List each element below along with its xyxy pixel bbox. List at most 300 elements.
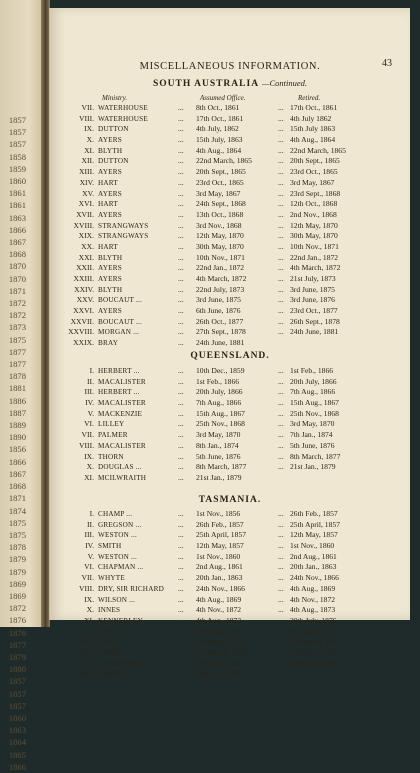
ministry-row <box>50 462 410 473</box>
ministry-premier: HART <box>98 178 118 187</box>
facing-page-year: 1879 <box>8 566 26 577</box>
leader-dots: ... <box>178 103 184 112</box>
facing-page-year: 1871 <box>8 285 26 296</box>
ministry-row <box>50 221 410 232</box>
ministry-row <box>50 317 410 328</box>
facing-page-year: 1872 <box>8 310 26 321</box>
leader-dots: ... <box>278 519 284 529</box>
ministry-number: I. <box>89 509 94 518</box>
ministry-premier: FYSH <box>98 638 118 647</box>
ministry-number: VIII. <box>79 113 94 123</box>
ministry-number: XVI. <box>78 199 94 209</box>
ministry-number: XI. <box>84 472 94 482</box>
leader-dots: ... <box>278 387 284 397</box>
assumed-office-date: 15th Aug., 1867 <box>196 408 245 418</box>
ministry-premier: THORN <box>98 452 124 461</box>
facing-page-year: 1866 <box>8 761 26 772</box>
leader-dots: ... <box>278 647 284 657</box>
leader-dots: ... <box>178 316 184 326</box>
ministry-number: XIX. <box>78 231 94 241</box>
retired-date: 26th Sept., 1878 <box>290 316 340 326</box>
assumed-office-date: 7th Aug., 1866 <box>196 398 242 408</box>
facing-page-year: 1857 <box>8 700 26 711</box>
retired-date: 12th May, 1857 <box>290 530 338 540</box>
facing-page-year: 1889 <box>8 420 26 431</box>
leader-dots: ... <box>278 124 284 134</box>
ministry-number: VI. <box>84 419 94 429</box>
ministry-row <box>50 409 410 420</box>
assumed-office-date: 4th Aug., 1869 <box>196 594 242 604</box>
ministry-row <box>50 146 410 157</box>
assumed-office-date: 3rd June, 1875 <box>196 295 241 305</box>
retired-date: 23rd Oct., 1877 <box>290 306 338 316</box>
ministry-row <box>50 242 410 253</box>
facing-page-year: 1859 <box>8 163 26 174</box>
column-header-assumed: Assumed Office. <box>200 94 246 102</box>
ministry-row <box>50 441 410 452</box>
leader-dots: ... <box>178 306 184 316</box>
ministry-number: IX. <box>84 594 94 604</box>
facing-page-year: 1875 <box>8 529 26 540</box>
ministry-number: V. <box>87 408 94 418</box>
retired-date: 23rd Sept., 1868 <box>290 188 341 198</box>
ministry-premier: AYERS <box>98 210 122 219</box>
assumed-office-date: 5th June, 1876 <box>196 451 241 461</box>
ministry-table-south-australia <box>50 103 410 349</box>
ministry-number: XVII. <box>76 209 94 219</box>
leader-dots: ... <box>178 509 184 518</box>
ministry-row <box>50 605 410 616</box>
ministry-row <box>50 178 410 189</box>
leader-dots: ... <box>178 430 184 440</box>
ministry-row <box>50 167 410 178</box>
leader-dots: ... <box>278 551 284 561</box>
ministry-number: I. <box>89 366 94 375</box>
leader-dots: ... <box>278 408 284 418</box>
ministry-premier: STRANGWAYS <box>98 221 149 230</box>
ministry-number: VI. <box>84 562 94 572</box>
ministry-number: VII. <box>81 103 94 112</box>
leader-dots: ... <box>278 583 284 593</box>
assumed-office-date: 24th Sept., 1868 <box>196 199 246 209</box>
leader-dots: ... <box>178 451 184 461</box>
ministry-number: XXVIII. <box>68 327 94 337</box>
assumed-office-date: 31st Oct., 1879 <box>196 669 243 679</box>
leader-dots: ... <box>178 263 184 273</box>
ministry-number: XII. <box>81 156 94 166</box>
retired-date: 4th Aug., 1869 <box>290 583 336 593</box>
assumed-office-date: 25th April, 1857 <box>196 530 246 540</box>
facing-page-year: 1867 <box>8 468 26 479</box>
ministry-row <box>50 419 410 430</box>
leader-dots: ... <box>178 462 184 472</box>
ministry-premier: WATERHOUSE <box>98 104 148 112</box>
ministry-premier: BLYTH <box>98 146 123 155</box>
ministry-number: XXIV. <box>74 284 94 294</box>
facing-page-year: 1869 <box>8 590 26 601</box>
facing-page-year: 1857 <box>8 676 26 687</box>
assumed-office-date: 3rd May, 1870 <box>196 430 241 440</box>
assumed-office-date: 4th Aug., 1864 <box>196 145 242 155</box>
leader-dots: ... <box>178 519 184 529</box>
leader-dots: ... <box>278 220 284 230</box>
facing-page-year: 1880 <box>8 664 26 675</box>
ministry-row <box>50 377 410 388</box>
leader-dots: ... <box>278 263 284 273</box>
retired-date: 17th Oct., 1861 <box>290 103 338 112</box>
assumed-office-date: 1st Nov., 1856 <box>196 509 241 518</box>
facing-page-year: 1890 <box>8 432 26 443</box>
ministry-row <box>50 430 410 441</box>
leader-dots: ... <box>178 156 184 166</box>
leader-dots: ... <box>178 562 184 572</box>
retired-date: 3rd May, 1870 <box>290 419 335 429</box>
ministry-premier: DOUGLAS ... <box>98 463 142 472</box>
page-title: MISCELLANEOUS INFORMATION. <box>139 61 321 72</box>
ministry-row <box>50 285 410 296</box>
ministry-row <box>50 210 410 221</box>
retired-date: 7th Jan., 1874 <box>290 430 333 440</box>
ministry-row <box>50 627 410 638</box>
ministry-row <box>50 659 410 670</box>
assumed-office-date: 26th Oct., 1877 <box>196 316 244 326</box>
retired-date: 20th Jan., 1863 <box>290 562 337 572</box>
facing-page-years <box>0 114 26 773</box>
leader-dots: ... <box>278 199 284 209</box>
ministry-number: XVIII. <box>73 220 94 230</box>
facing-page-year: 1879 <box>8 554 26 565</box>
leader-dots: ... <box>278 145 284 155</box>
ministry-premier: AYERS <box>98 168 122 177</box>
ministry-premier: HERBERT ... <box>98 388 140 397</box>
retired-date: 10th Nov., 1871 <box>290 241 339 251</box>
leader-dots: ... <box>178 551 184 561</box>
assumed-office-date: 1st Nov., 1860 <box>196 551 241 561</box>
facing-page-year: 1867 <box>8 237 26 248</box>
leader-dots: ... <box>278 241 284 251</box>
leader-dots: ... <box>178 135 184 145</box>
retired-date: 20th Dec., 1878 <box>290 647 339 657</box>
section-title-south-australia <box>50 78 410 89</box>
leader-dots: ... <box>278 615 284 625</box>
assumed-office-date: 6th June, 1876 <box>196 306 241 316</box>
facing-page-year: 1857 <box>8 139 26 150</box>
leader-dots: ... <box>278 562 284 572</box>
assumed-office-date: 24th June, 1881 <box>196 338 245 348</box>
retired-date: 20th Sept., 1865 <box>290 156 340 166</box>
leader-dots: ... <box>278 626 284 636</box>
leader-dots: ... <box>278 440 284 450</box>
leader-dots: ... <box>178 472 184 482</box>
ministry-premier: WESTON ... <box>98 552 138 561</box>
ministry-row <box>50 263 410 274</box>
ministry-row <box>50 156 410 167</box>
ministry-table-queensland <box>50 366 410 484</box>
retired-date: 5th June, 1876 <box>290 440 335 450</box>
facing-page-year: 1877 <box>8 639 26 650</box>
facing-page-year: 1866 <box>8 224 26 235</box>
facing-page-year: 1870 <box>8 273 26 284</box>
leader-dots: ... <box>178 615 184 625</box>
ministry-number: X. <box>86 462 94 472</box>
leader-dots: ... <box>278 156 284 166</box>
ministry-premier: BOUCAUT ... <box>98 317 142 326</box>
ministry-premier: HERBERT ... <box>98 367 140 375</box>
leader-dots: ... <box>278 306 284 316</box>
ministry-premier: DUTTON <box>98 125 129 134</box>
leader-dots: ... <box>178 530 184 540</box>
facing-page-year: 1876 <box>8 627 26 638</box>
assumed-office-date: 1st Feb., 1866 <box>196 376 240 386</box>
facing-page-year: 1874 <box>8 505 26 516</box>
ministry-premier: BLYTH <box>98 285 123 294</box>
assumed-office-date: 10th Nov., 1871 <box>196 252 245 262</box>
ministry-number: IV. <box>85 398 94 408</box>
ministry-premier: MCILWRAITH <box>98 473 147 482</box>
facing-page-year: 1873 <box>8 322 26 333</box>
ministry-premier: SMITH <box>98 542 122 551</box>
retired-date: 25th Nov., 1868 <box>290 408 339 418</box>
ministry-number: XXVII. <box>70 316 94 326</box>
leader-dots: ... <box>178 231 184 241</box>
assumed-office-date: 25th Nov., 1868 <box>196 419 245 429</box>
retired-date: 7th Aug., 1866 <box>290 387 336 397</box>
assumed-office-date: 26th Feb., 1857 <box>196 519 244 529</box>
ministry-premier: BOUCAUT ... <box>98 296 142 305</box>
assumed-office-date: 10th Dec., 1859 <box>196 366 245 375</box>
retired-date: 5th March, 1878 <box>290 637 341 647</box>
retired-date: 15th July 1863 <box>290 124 336 134</box>
retired-date: 2nd Nov., 1868 <box>290 209 337 219</box>
facing-page-year: 1861 <box>8 188 26 199</box>
facing-page-year: 1872 <box>8 603 26 614</box>
facing-page-year: 1875 <box>8 517 26 528</box>
leader-dots: ... <box>278 103 284 112</box>
facing-page-year: 1856 <box>8 444 26 455</box>
ministry-premier: AYERS <box>98 189 122 198</box>
ministry-row <box>50 584 410 595</box>
assumed-office-date: 23rd Oct., 1865 <box>196 177 244 187</box>
leader-dots: ... <box>278 188 284 198</box>
ministry-row <box>50 387 410 398</box>
ministry-number: XXIII. <box>73 274 94 283</box>
facing-page-year: 1863 <box>8 212 26 223</box>
leader-dots: ... <box>278 316 284 326</box>
leader-dots: ... <box>278 637 284 647</box>
ministry-row <box>50 338 410 349</box>
book-page <box>49 8 410 679</box>
ministry-row <box>50 274 410 285</box>
ministry-table-tasmania <box>50 509 410 680</box>
leader-dots: ... <box>178 220 184 230</box>
leader-dots: ... <box>278 451 284 461</box>
ministry-premier: STRANGWAYS <box>98 232 149 241</box>
leader-dots: ... <box>178 209 184 219</box>
ministry-number: XXII. <box>76 263 94 273</box>
ministry-premier: HART <box>98 200 118 209</box>
retired-date: 24th June, 1881 <box>290 327 339 337</box>
ministry-number: XII. <box>81 626 94 636</box>
facing-page-year: 1863 <box>8 725 26 736</box>
facing-page-year: 1887 <box>8 407 26 418</box>
assumed-office-date: 8th Oct., 1861 <box>196 103 240 112</box>
retired-date: 12th May, 1870 <box>290 220 338 230</box>
assumed-office-date: 2nd Aug., 1861 <box>196 562 243 572</box>
assumed-office-date: 5th March, 1878 <box>196 647 247 657</box>
retired-date: 4th Nov., 1872 <box>290 594 336 604</box>
assumed-office-date: 22nd Jan., 1872 <box>196 263 245 273</box>
assumed-office-date: 20th Dec., 1878 <box>196 658 245 668</box>
ministry-row <box>50 530 410 541</box>
ministry-premier: BRAY <box>98 339 119 348</box>
ministry-premier: LILLEY <box>98 420 125 429</box>
leader-dots: ... <box>278 295 284 305</box>
ministry-number: IX. <box>84 124 94 134</box>
ministry-premier: CHAPMAN ... <box>98 563 144 572</box>
leader-dots: ... <box>178 541 184 551</box>
leader-dots: ... <box>178 594 184 604</box>
assumed-office-date: 21st Jan., 1879 <box>196 472 242 482</box>
ministry-number: IX. <box>84 451 94 461</box>
retired-date: 4th July 1862 <box>290 113 332 123</box>
ministry-premier: GREGSON ... <box>98 520 142 529</box>
leader-dots: ... <box>178 188 184 198</box>
facing-page-year: 1878 <box>8 371 26 382</box>
leader-dots: ... <box>178 327 184 337</box>
facing-page-year: 1858 <box>8 151 26 162</box>
retired-date: 4th Aug., 1873 <box>290 605 336 615</box>
ministry-number: XXI. <box>78 252 94 262</box>
assumed-office-date: 24th Nov., 1866 <box>196 583 245 593</box>
leader-dots: ... <box>278 376 284 386</box>
ministry-number: III. <box>84 530 94 540</box>
leader-dots: ... <box>278 594 284 604</box>
section-title-queensland: QUEENSLAND. <box>190 351 270 361</box>
leader-dots: ... <box>178 658 184 668</box>
leader-dots: ... <box>278 419 284 429</box>
leader-dots: ... <box>178 284 184 294</box>
facing-page-year: 1875 <box>8 334 26 345</box>
retired-date: 25th April, 1857 <box>290 519 340 529</box>
column-header-retired: Retired. <box>298 94 321 102</box>
ministry-number: XV. <box>82 658 94 668</box>
ministry-row <box>50 295 410 306</box>
ministry-row <box>50 366 410 377</box>
ministry-row <box>50 473 410 484</box>
ministry-premier: MACALISTER <box>98 441 146 450</box>
ministry-number: VIII. <box>79 440 94 450</box>
assumed-office-date: 22nd March, 1865 <box>196 156 252 166</box>
ministry-number: II. <box>87 519 94 529</box>
leader-dots: ... <box>278 462 284 472</box>
leader-dots: ... <box>278 509 284 518</box>
ministry-row <box>50 562 410 573</box>
ministry-row <box>50 253 410 264</box>
ministry-row <box>50 520 410 531</box>
assumed-office-date: 4th July, 1862 <box>196 124 239 134</box>
leader-dots: ... <box>178 669 184 679</box>
ministry-premier: AYERS <box>98 264 122 273</box>
retired-date: 3rd June, 1875 <box>290 284 335 294</box>
ministry-premier: DUTTON <box>98 157 129 166</box>
ministry-premier: WESTON ... <box>98 531 138 540</box>
assumed-office-date: 30th May, 1870 <box>196 241 244 251</box>
ministry-premier: MACALISTER <box>98 399 146 408</box>
ministry-number: XI. <box>84 145 94 155</box>
ministry-premier: INNES <box>98 606 121 615</box>
facing-page-year: 1881 <box>8 383 26 394</box>
retired-date: 20th July, 1876 <box>290 615 337 625</box>
assumed-office-date: 8th March, 1877 <box>196 462 247 472</box>
leader-dots: ... <box>178 241 184 251</box>
assumed-office-date: 12th May, 1870 <box>196 231 244 241</box>
ministry-premier: GIBLIN ... <box>98 648 132 657</box>
ministry-number: XXIX. <box>73 338 94 348</box>
assumed-office-date: 3rd May, 1867 <box>196 188 241 198</box>
leader-dots: ... <box>178 637 184 647</box>
ministry-premier: HART <box>98 242 118 251</box>
retired-date: 26th Feb., 1857 <box>290 509 338 518</box>
ministry-premier: WHYTE <box>98 574 125 583</box>
retired-date: 1st Feb., 1866 <box>290 366 334 375</box>
assumed-office-date: 9th Aug., 1877 <box>196 637 242 647</box>
ministry-premier: BLYTH <box>98 253 123 262</box>
ministry-row <box>50 648 410 659</box>
ministry-premier: AYERS <box>98 307 122 316</box>
facing-page-year: 1857 <box>8 115 26 125</box>
leader-dots: ... <box>178 177 184 187</box>
facing-page-year: 1866 <box>8 456 26 467</box>
assumed-office-date: 12th May, 1857 <box>196 541 244 551</box>
ministry-row <box>50 327 410 338</box>
ministry-number: X. <box>86 135 94 145</box>
leader-dots: ... <box>278 252 284 262</box>
leader-dots: ... <box>178 398 184 408</box>
facing-page-year: 1877 <box>8 359 26 370</box>
assumed-office-date: 13th Oct., 1868 <box>196 209 244 219</box>
leader-dots: ... <box>178 366 184 375</box>
ministry-row <box>50 189 410 200</box>
leader-dots: ... <box>178 419 184 429</box>
ministry-premier: PALMER <box>98 431 128 440</box>
leader-dots: ... <box>278 541 284 551</box>
page-number: 43 <box>382 58 392 69</box>
facing-page-year: 1857 <box>8 688 26 699</box>
leader-dots: ... <box>178 274 184 283</box>
leader-dots: ... <box>278 327 284 337</box>
retired-date: 30th Oct., 1879 <box>290 658 338 668</box>
leader-dots: ... <box>178 387 184 397</box>
facing-page-year: 1876 <box>8 615 26 626</box>
facing-page-year: 1864 <box>8 737 26 748</box>
leader-dots: ... <box>178 124 184 134</box>
ministry-row <box>50 398 410 409</box>
ministry-row <box>50 616 410 627</box>
facing-page-year: 1877 <box>8 346 26 357</box>
assumed-office-date: 20th July, 1876 <box>196 626 243 636</box>
ministry-premier: MORGAN ... <box>98 328 140 337</box>
ministry-premier: WATERHOUSE <box>98 114 148 123</box>
retired-date: 4th March, 1872 <box>290 263 341 273</box>
leader-dots: ... <box>278 658 284 668</box>
leader-dots: ... <box>178 295 184 305</box>
ministry-number: II. <box>87 376 94 386</box>
leader-dots: ... <box>178 583 184 593</box>
retired-date: 8th March, 1877 <box>290 451 341 461</box>
ministry-row <box>50 452 410 463</box>
ministry-row <box>50 573 410 584</box>
section-subtitle: —Continued. <box>261 78 308 88</box>
